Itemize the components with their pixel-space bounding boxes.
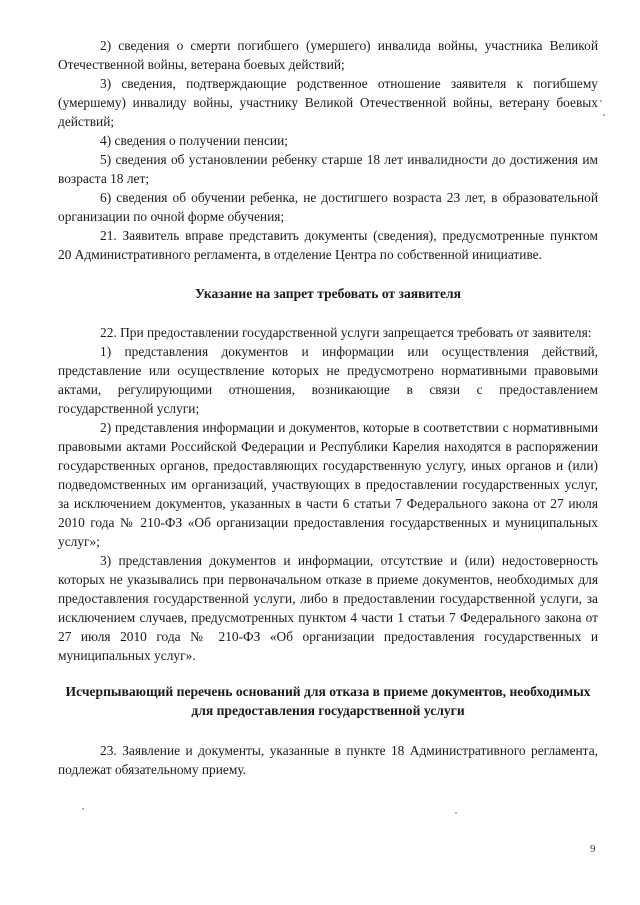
paragraph-item-3-kinship-info: 3) сведения, подтверждающие родственное отношение заявителя к погибшему (умершему) инвалиду войны, участнику Великой Отечественной войны, ветерану боевых действий; xyxy=(58,76,598,129)
paragraph-item-2-death-info: 2) сведения о смерти погибшего (умершего) инвалида войны, участника Великой Отечественной войны, ветерана боевых действий; xyxy=(58,38,598,72)
paragraph-clause-22: 22. При предоставлении государственной услуги запрещается требовать от заявителя: xyxy=(100,325,592,340)
paragraph-clause-21: 21. Заявитель вправе представить документы (сведения), предусмотренные пунктом 20 Административного регламента, в отделение Центра по собственной инициативе. xyxy=(58,228,598,262)
scan-speck xyxy=(82,808,84,810)
scan-speck xyxy=(455,812,457,814)
paragraph-prohibition-3: 3) представления документов и информации, отсутствие и (или) недостоверность которых не указывались при первоначальном отказе в приеме документов, необходимых для предоставления государственной услуги, либо в предоставлении государственной услуги, за исключением случаев, предусмотренных пунктом 4 части 1 статьи 7 Федерального закона от 27 июля 2010 года № 210-ФЗ «Об организации предоставления государственных и муниципальных услуг». xyxy=(58,553,598,663)
scan-speck xyxy=(600,100,602,102)
section-heading-refusal-grounds: Исчерпывающий перечень оснований для отказа в приеме документов, необходимых для предоставления государственной услуги xyxy=(65,684,591,718)
paragraph-item-5-disability-info: 5) сведения об установлении ребенку старше 18 лет инвалидности до достижения им возраста 18 лет; xyxy=(58,152,598,186)
paragraph-prohibition-2: 2) представления информации и документов, которые в соответствии с нормативными правовыми актами Российской Федерации и Республики Карелия находятся в распоряжении государственных органов, предоставляющих государственную услугу, иных органов и (или) подведомственных им организаций, участвующих в предоставлении государственных услуг, за исключением документов, указанных в части 6 статьи 7 Федерального закона от 27 июля 2010 года № 210-ФЗ «Об организации предоставления государственных и муниципальных услуг»; xyxy=(58,420,598,549)
section-heading-prohibition: Указание на запрет требовать от заявителя xyxy=(195,286,461,301)
page-number: 9 xyxy=(590,843,596,855)
paragraph-item-4-pension-info: 4) сведения о получении пенсии; xyxy=(100,133,288,148)
paragraph-clause-23: 23. Заявление и документы, указанные в пункте 18 Административного регламента, подлежат обязательному приему. xyxy=(58,743,598,777)
paragraph-prohibition-1: 1) представления документов и информации или осуществления действий, представление или осуществление которых не предусмотрено нормативными правовыми актами, регулирующими отношения, возникающие в связи с предоставлением государственной услуги; xyxy=(58,344,598,416)
scan-speck xyxy=(603,114,605,116)
document-body xyxy=(58,36,598,779)
paragraph-item-6-education-info: 6) сведения об обучении ребенка, не достигшего возраста 23 лет, в образовательной организации по очной форме обучения; xyxy=(58,190,598,224)
